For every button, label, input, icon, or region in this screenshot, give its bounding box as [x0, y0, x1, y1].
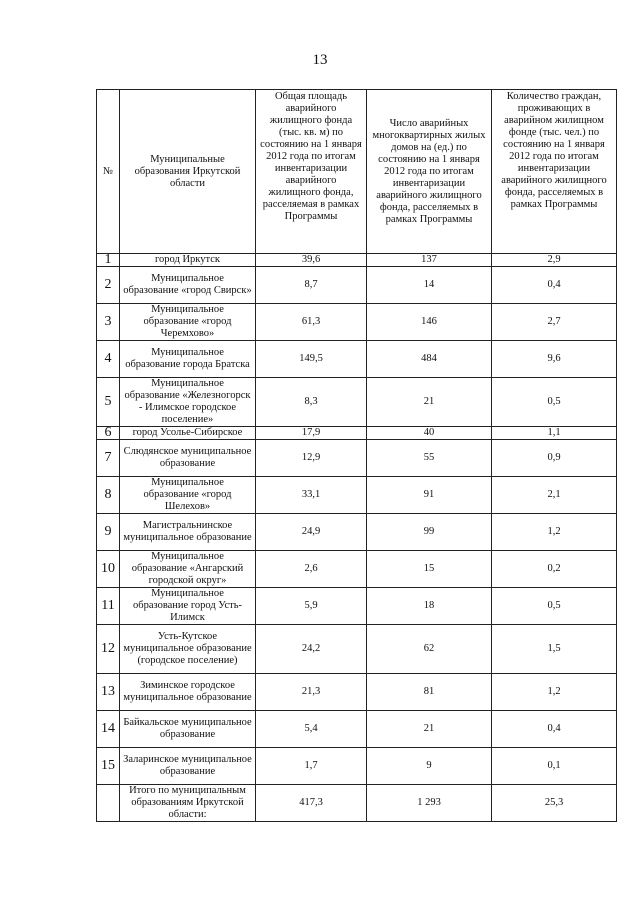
row-number: 13	[97, 674, 120, 711]
people-value: 1,1	[492, 427, 617, 440]
people-value: 0,4	[492, 267, 617, 304]
municipality-name: Муниципальное образование «Ангарский городской округ»	[120, 551, 256, 588]
area-value: 21,3	[256, 674, 367, 711]
table-row	[97, 267, 617, 304]
houses-value: 99	[367, 514, 492, 551]
people-value: 0,5	[492, 588, 617, 625]
people-value: 1,2	[492, 674, 617, 711]
area-value: 1,7	[256, 748, 367, 785]
area-value: 24,2	[256, 625, 367, 674]
row-number: 11	[97, 588, 120, 625]
area-value: 5,9	[256, 588, 367, 625]
table-header-row	[97, 90, 617, 254]
total-area: 417,3	[256, 785, 367, 822]
row-number: 8	[97, 477, 120, 514]
header-municipality: Муниципальные образования Иркутской области	[120, 90, 256, 254]
row-number: 7	[97, 440, 120, 477]
municipality-name: Зиминское городское муниципальное образование	[120, 674, 256, 711]
area-value: 24,9	[256, 514, 367, 551]
houses-value: 21	[367, 378, 492, 427]
municipality-name: Слюдянское муниципальное образование	[120, 440, 256, 477]
total-row	[97, 785, 617, 822]
houses-value: 9	[367, 748, 492, 785]
row-number: 14	[97, 711, 120, 748]
municipality-name: город Усолье-Сибирское	[120, 427, 256, 440]
row-number: 15	[97, 748, 120, 785]
total-number-cell	[97, 785, 120, 822]
municipality-name: Муниципальное образование «город Свирск»	[120, 267, 256, 304]
people-value: 1,2	[492, 514, 617, 551]
area-value: 8,3	[256, 378, 367, 427]
table-row	[97, 588, 617, 625]
people-value: 1,5	[492, 625, 617, 674]
area-value: 8,7	[256, 267, 367, 304]
header-area: Общая площадь аварийного жилищного фонда (тыс. кв. м) по состоянию на 1 января 2012 года по итогам инвентаризации аварийного жилищного фонда, расселяемая в рамках Программы	[256, 90, 367, 254]
houses-value: 137	[367, 254, 492, 267]
row-number: 10	[97, 551, 120, 588]
people-value: 0,1	[492, 748, 617, 785]
people-value: 0,2	[492, 551, 617, 588]
people-value: 2,1	[492, 477, 617, 514]
area-value: 39,6	[256, 254, 367, 267]
area-value: 12,9	[256, 440, 367, 477]
page-number: 13	[312, 52, 328, 68]
row-number: 9	[97, 514, 120, 551]
municipality-name: Муниципальное образование города Братска	[120, 341, 256, 378]
houses-value: 18	[367, 588, 492, 625]
row-number: 2	[97, 267, 120, 304]
row-number: 6	[97, 427, 120, 440]
people-value: 0,9	[492, 440, 617, 477]
municipality-name: Муниципальное образование «Железногорск - Илимское городское поселение»	[120, 378, 256, 427]
table-row	[97, 254, 617, 267]
table-row	[97, 477, 617, 514]
table-row	[97, 625, 617, 674]
municipality-name: Байкальское муниципальное образование	[120, 711, 256, 748]
table-row	[97, 440, 617, 477]
municipality-name: Усть-Кутское муниципальное образование (городское поселение)	[120, 625, 256, 674]
row-number: 4	[97, 341, 120, 378]
total-houses: 1 293	[367, 785, 492, 822]
houses-value: 15	[367, 551, 492, 588]
table-row	[97, 674, 617, 711]
emergency-housing-table	[96, 89, 617, 822]
houses-value: 62	[367, 625, 492, 674]
houses-value: 40	[367, 427, 492, 440]
area-value: 33,1	[256, 477, 367, 514]
row-number: 3	[97, 304, 120, 341]
municipality-name: Заларинское муниципальное образование	[120, 748, 256, 785]
houses-value: 146	[367, 304, 492, 341]
area-value: 2,6	[256, 551, 367, 588]
houses-value: 91	[367, 477, 492, 514]
table-row	[97, 378, 617, 427]
row-number: 12	[97, 625, 120, 674]
houses-value: 484	[367, 341, 492, 378]
houses-value: 21	[367, 711, 492, 748]
header-number: №	[97, 90, 120, 254]
people-value: 9,6	[492, 341, 617, 378]
table-row	[97, 551, 617, 588]
area-value: 17,9	[256, 427, 367, 440]
table-row	[97, 304, 617, 341]
header-people: Количество граждан, проживающих в аварийном жилищном фонде (тыс. чел.) по состоянию на 1 января 2012 года по итогам инвентаризации аварийного жилищного фонда, расселяемых в рамках Программы	[492, 90, 617, 254]
people-value: 0,4	[492, 711, 617, 748]
houses-value: 55	[367, 440, 492, 477]
table-row	[97, 711, 617, 748]
municipality-name: Муниципальное образование «город Черемхово»	[120, 304, 256, 341]
header-houses: Число аварийных многоквартирных жилых домов на (ед.) по состоянию на 1 января 2012 года по итогам инвентаризации аварийного жилищного фонда, расселяемых в рамках Программы	[367, 90, 492, 254]
row-number: 1	[97, 254, 120, 267]
table-row	[97, 341, 617, 378]
table-row	[97, 748, 617, 785]
people-value: 2,7	[492, 304, 617, 341]
people-value: 2,9	[492, 254, 617, 267]
table-row	[97, 427, 617, 440]
people-value: 0,5	[492, 378, 617, 427]
area-value: 149,5	[256, 341, 367, 378]
houses-value: 14	[367, 267, 492, 304]
row-number: 5	[97, 378, 120, 427]
total-people: 25,3	[492, 785, 617, 822]
area-value: 61,3	[256, 304, 367, 341]
table-row	[97, 514, 617, 551]
municipality-name: Муниципальное образование город Усть-Илимск	[120, 588, 256, 625]
houses-value: 81	[367, 674, 492, 711]
municipality-name: город Иркутск	[120, 254, 256, 267]
area-value: 5,4	[256, 711, 367, 748]
municipality-name: Муниципальное образование «город Шелехов»	[120, 477, 256, 514]
municipality-name: Магистральнинское муниципальное образование	[120, 514, 256, 551]
total-label: Итого по муниципальным образованиям Иркутской области:	[120, 785, 256, 822]
